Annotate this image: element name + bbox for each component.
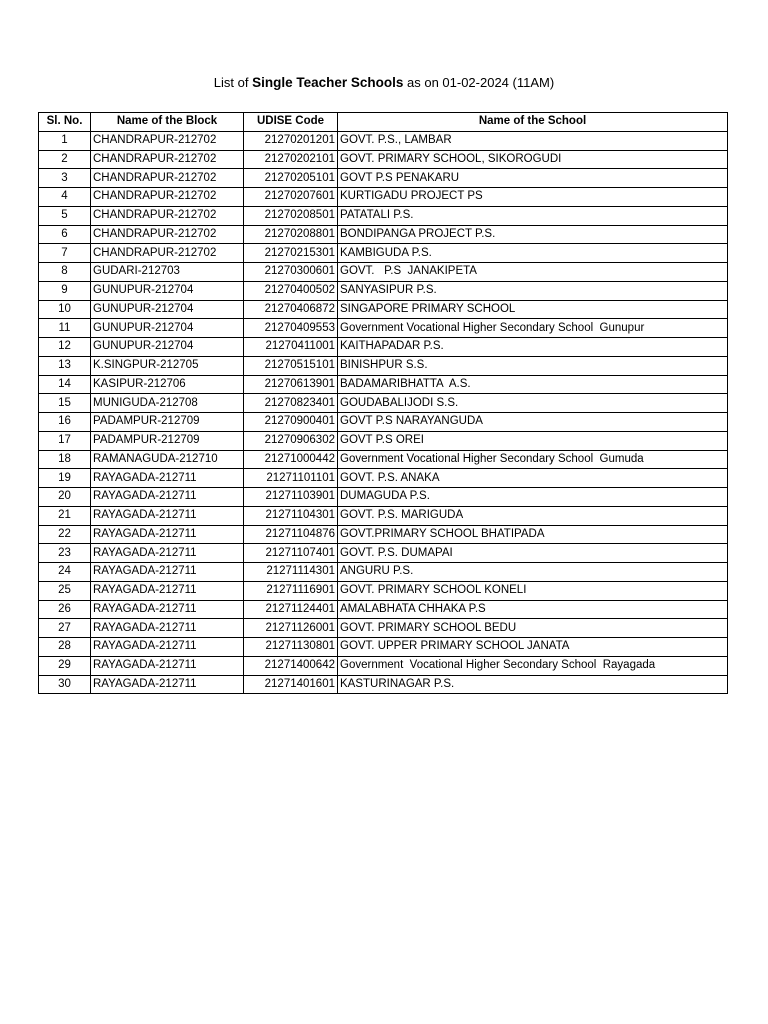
table-row [39,225,728,244]
cell-block-name: CHANDRAPUR-212702 [91,225,244,244]
cell-sl-no: 27 [39,619,91,638]
cell-sl-no: 23 [39,544,91,563]
table-row [39,544,728,563]
cell-block-name: RAYAGADA-212711 [91,488,244,507]
title-emphasis: Single Teacher Schools [252,75,404,90]
cell-block-name: CHANDRAPUR-212702 [91,188,244,207]
cell-block-name: RAYAGADA-212711 [91,656,244,675]
cell-udise-code: 21270613901 [244,375,338,394]
cell-school-name: GOVT P.S OREI [338,431,728,450]
cell-sl-no: 7 [39,244,91,263]
header-block-name: Name of the Block [91,113,244,132]
cell-sl-no: 18 [39,450,91,469]
cell-udise-code: 21270205101 [244,169,338,188]
table-row [39,413,728,432]
table-row [39,469,728,488]
table-row [39,638,728,657]
cell-sl-no: 16 [39,413,91,432]
cell-school-name: GOVT P.S PENAKARU [338,169,728,188]
cell-school-name: KAITHAPADAR P.S. [338,338,728,357]
cell-udise-code: 21270906302 [244,431,338,450]
cell-block-name: CHANDRAPUR-212702 [91,206,244,225]
table-row [39,206,728,225]
table-row [39,506,728,525]
cell-udise-code: 21271130801 [244,638,338,657]
cell-school-name: GOVT. PRIMARY SCHOOL BEDU [338,619,728,638]
title-suffix: as on 01-02-2024 (11AM) [403,75,555,90]
cell-udise-code: 21270208801 [244,225,338,244]
table-row [39,300,728,319]
table-row [39,656,728,675]
cell-udise-code: 21270409553 [244,319,338,338]
cell-block-name: KASIPUR-212706 [91,375,244,394]
table-row [39,600,728,619]
cell-block-name: RAYAGADA-212711 [91,675,244,694]
cell-udise-code: 21270300601 [244,263,338,282]
header-school-name: Name of the School [338,113,728,132]
cell-sl-no: 25 [39,581,91,600]
cell-udise-code: 21271101101 [244,469,338,488]
cell-sl-no: 8 [39,263,91,282]
table-body [39,131,728,694]
cell-school-name: GOVT. P.S., LAMBAR [338,131,728,150]
title-prefix: List of [213,75,253,90]
cell-school-name: GOVT. PRIMARY SCHOOL KONELI [338,581,728,600]
cell-udise-code: 21271104876 [244,525,338,544]
cell-school-name: PATATALI P.S. [338,206,728,225]
cell-udise-code: 21270208501 [244,206,338,225]
table-row [39,450,728,469]
cell-school-name: GOVT. P.S. MARIGUDA [338,506,728,525]
cell-sl-no: 10 [39,300,91,319]
cell-school-name: Government Vocational Higher Secondary School Rayagada [338,656,728,675]
cell-block-name: RAYAGADA-212711 [91,581,244,600]
cell-school-name: SINGAPORE PRIMARY SCHOOL [338,300,728,319]
cell-block-name: CHANDRAPUR-212702 [91,150,244,169]
cell-udise-code: 21270515101 [244,356,338,375]
cell-sl-no: 13 [39,356,91,375]
cell-school-name: AMALABHATA CHHAKA P.S [338,600,728,619]
cell-udise-code: 21270823401 [244,394,338,413]
table-header-row [39,113,728,132]
table-row [39,338,728,357]
table-row [39,150,728,169]
cell-udise-code: 21271114301 [244,563,338,582]
cell-udise-code: 21270406872 [244,300,338,319]
cell-school-name: GOVT P.S NARAYANGUDA [338,413,728,432]
cell-block-name: RAYAGADA-212711 [91,619,244,638]
cell-sl-no: 29 [39,656,91,675]
cell-block-name: GUNUPUR-212704 [91,281,244,300]
cell-sl-no: 2 [39,150,91,169]
cell-school-name: GOVT.PRIMARY SCHOOL BHATIPADA [338,525,728,544]
table-row [39,581,728,600]
cell-school-name: GOUDABALIJODI S.S. [338,394,728,413]
cell-block-name: CHANDRAPUR-212702 [91,131,244,150]
cell-udise-code: 21271103901 [244,488,338,507]
cell-school-name: Government Vocational Higher Secondary School Gumuda [338,450,728,469]
table-row [39,131,728,150]
cell-sl-no: 4 [39,188,91,207]
cell-block-name: GUNUPUR-212704 [91,319,244,338]
cell-school-name: GOVT. UPPER PRIMARY SCHOOL JANATA [338,638,728,657]
cell-block-name: RAYAGADA-212711 [91,600,244,619]
cell-school-name: DUMAGUDA P.S. [338,488,728,507]
cell-sl-no: 6 [39,225,91,244]
cell-school-name: BINISHPUR S.S. [338,356,728,375]
cell-sl-no: 9 [39,281,91,300]
cell-school-name: KASTURINAGAR P.S. [338,675,728,694]
cell-school-name: KAMBIGUDA P.S. [338,244,728,263]
cell-block-name: K.SINGPUR-212705 [91,356,244,375]
cell-sl-no: 1 [39,131,91,150]
table-row [39,244,728,263]
cell-sl-no: 3 [39,169,91,188]
cell-udise-code: 21271116901 [244,581,338,600]
cell-school-name: ANGURU P.S. [338,563,728,582]
cell-sl-no: 19 [39,469,91,488]
cell-sl-no: 11 [39,319,91,338]
cell-udise-code: 21270400502 [244,281,338,300]
table-row [39,563,728,582]
table-row [39,619,728,638]
cell-udise-code: 21270201201 [244,131,338,150]
table-row [39,675,728,694]
cell-sl-no: 12 [39,338,91,357]
cell-sl-no: 24 [39,563,91,582]
table-row [39,169,728,188]
cell-school-name: Government Vocational Higher Secondary School Gunupur [338,319,728,338]
cell-udise-code: 21271401601 [244,675,338,694]
schools-table [38,112,728,694]
cell-block-name: RAYAGADA-212711 [91,506,244,525]
cell-block-name: GUDARI-212703 [91,263,244,282]
cell-block-name: CHANDRAPUR-212702 [91,169,244,188]
cell-udise-code: 21270411001 [244,338,338,357]
cell-udise-code: 21270215301 [244,244,338,263]
cell-school-name: GOVT. PRIMARY SCHOOL, SIKOROGUDI [338,150,728,169]
cell-sl-no: 14 [39,375,91,394]
cell-school-name: GOVT. P.S. DUMAPAI [338,544,728,563]
cell-school-name: BONDIPANGA PROJECT P.S. [338,225,728,244]
cell-udise-code: 21271107401 [244,544,338,563]
table-row [39,394,728,413]
cell-sl-no: 30 [39,675,91,694]
cell-udise-code: 21271000442 [244,450,338,469]
cell-udise-code: 21270900401 [244,413,338,432]
table-row [39,431,728,450]
cell-block-name: RAYAGADA-212711 [91,469,244,488]
page-title [0,74,768,92]
cell-sl-no: 15 [39,394,91,413]
cell-block-name: RAYAGADA-212711 [91,563,244,582]
cell-sl-no: 26 [39,600,91,619]
cell-sl-no: 20 [39,488,91,507]
cell-sl-no: 28 [39,638,91,657]
cell-udise-code: 21271124401 [244,600,338,619]
table-row [39,281,728,300]
cell-school-name: SANYASIPUR P.S. [338,281,728,300]
cell-block-name: CHANDRAPUR-212702 [91,244,244,263]
cell-udise-code: 21270202101 [244,150,338,169]
cell-school-name: BADAMARIBHATTA A.S. [338,375,728,394]
cell-sl-no: 17 [39,431,91,450]
cell-block-name: RAYAGADA-212711 [91,638,244,657]
cell-udise-code: 21270207601 [244,188,338,207]
table-row [39,488,728,507]
table-row [39,356,728,375]
cell-block-name: GUNUPUR-212704 [91,300,244,319]
cell-school-name: GOVT. P.S JANAKIPETA [338,263,728,282]
table-row [39,375,728,394]
cell-school-name: GOVT. P.S. ANAKA [338,469,728,488]
table-row [39,263,728,282]
header-udise-code: UDISE Code [244,113,338,132]
table-row [39,188,728,207]
cell-udise-code: 21271104301 [244,506,338,525]
cell-udise-code: 21271126001 [244,619,338,638]
cell-block-name: RAYAGADA-212711 [91,544,244,563]
cell-school-name: KURTIGADU PROJECT PS [338,188,728,207]
cell-sl-no: 21 [39,506,91,525]
cell-udise-code: 21271400642 [244,656,338,675]
cell-block-name: MUNIGUDA-212708 [91,394,244,413]
cell-sl-no: 5 [39,206,91,225]
cell-sl-no: 22 [39,525,91,544]
cell-block-name: GUNUPUR-212704 [91,338,244,357]
table-row [39,525,728,544]
cell-block-name: RAMANAGUDA-212710 [91,450,244,469]
cell-block-name: RAYAGADA-212711 [91,525,244,544]
cell-block-name: PADAMPUR-212709 [91,431,244,450]
cell-block-name: PADAMPUR-212709 [91,413,244,432]
header-sl-no: Sl. No. [39,113,91,132]
table-row [39,319,728,338]
